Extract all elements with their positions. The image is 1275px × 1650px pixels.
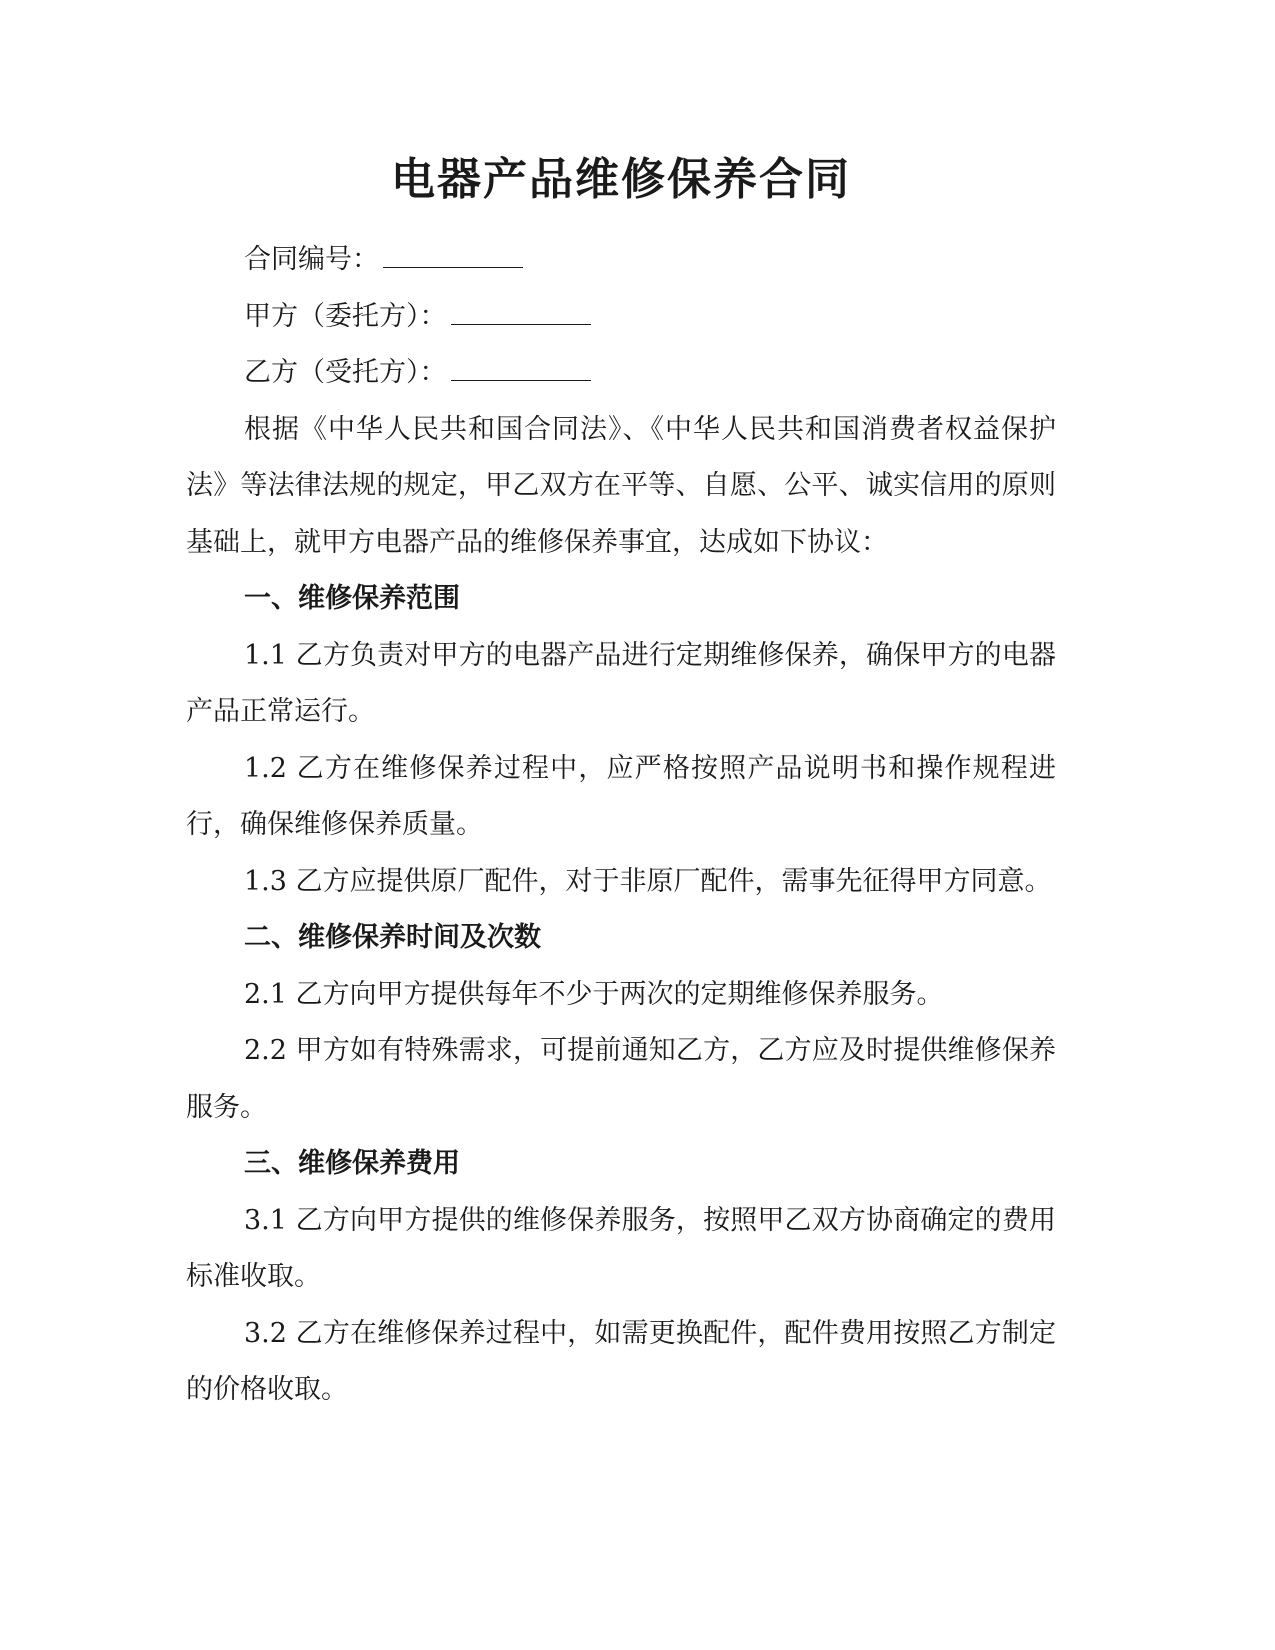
clause-paragraph: 1.3 乙方应提供原厂配件，对于非原厂配件，需事先征得甲方同意。 <box>244 865 1052 897</box>
clause-paragraph: 1.2 乙方在维修保养过程中，应严格按照产品说明书和操作规程进行，确保维修保养质量。 <box>186 752 1056 840</box>
party-b-blank[interactable] <box>451 354 591 381</box>
clause-paragraph: 2.2 甲方如有特殊需求，可提前通知乙方，乙方应及时提供维修保养服务。 <box>186 1035 1056 1123</box>
clause-paragraph: 3.1 乙方向甲方提供的维修保养服务，按照甲乙双方协商确定的费用标准收取。 <box>186 1204 1056 1292</box>
section-heading: 三、维修保养费用 <box>244 1148 460 1179</box>
contract-number-label: 合同编号： <box>244 244 379 275</box>
party-b-field <box>186 345 1056 402</box>
clause-paragraph: 2.1 乙方向甲方提供每年不少于两次的定期维修保养服务。 <box>244 978 944 1010</box>
section-heading: 二、维修保养时间及次数 <box>244 922 541 953</box>
party-b-label: 乙方（受托方）： <box>244 357 447 388</box>
intro-paragraph: 根据《中华人民共和国合同法》、《中华人民共和国消费者权益保护法》等法律法规的规定，甲乙双方在平等、自愿、公平、诚实信用的原则基础上，就甲方电器产品的维修保养事宜，达成如下协议： <box>186 413 1056 558</box>
contract-number-field <box>186 232 1056 289</box>
party-a-field <box>186 289 1056 346</box>
contract-number-blank[interactable] <box>383 241 523 268</box>
document-body <box>186 232 1056 1419</box>
clause-paragraph: 3.2 乙方在维修保养过程中，如需更换配件，配件费用按照乙方制定的价格收取。 <box>186 1317 1056 1405</box>
section-heading: 一、维修保养范围 <box>244 583 460 614</box>
party-a-label: 甲方（委托方）： <box>244 300 447 332</box>
document-title: 电器产品维修保养合同 <box>391 154 851 205</box>
party-a-blank[interactable] <box>451 298 591 325</box>
clause-paragraph: 1.1 乙方负责对甲方的电器产品进行定期维修保养，确保甲方的电器产品正常运行。 <box>186 639 1056 727</box>
